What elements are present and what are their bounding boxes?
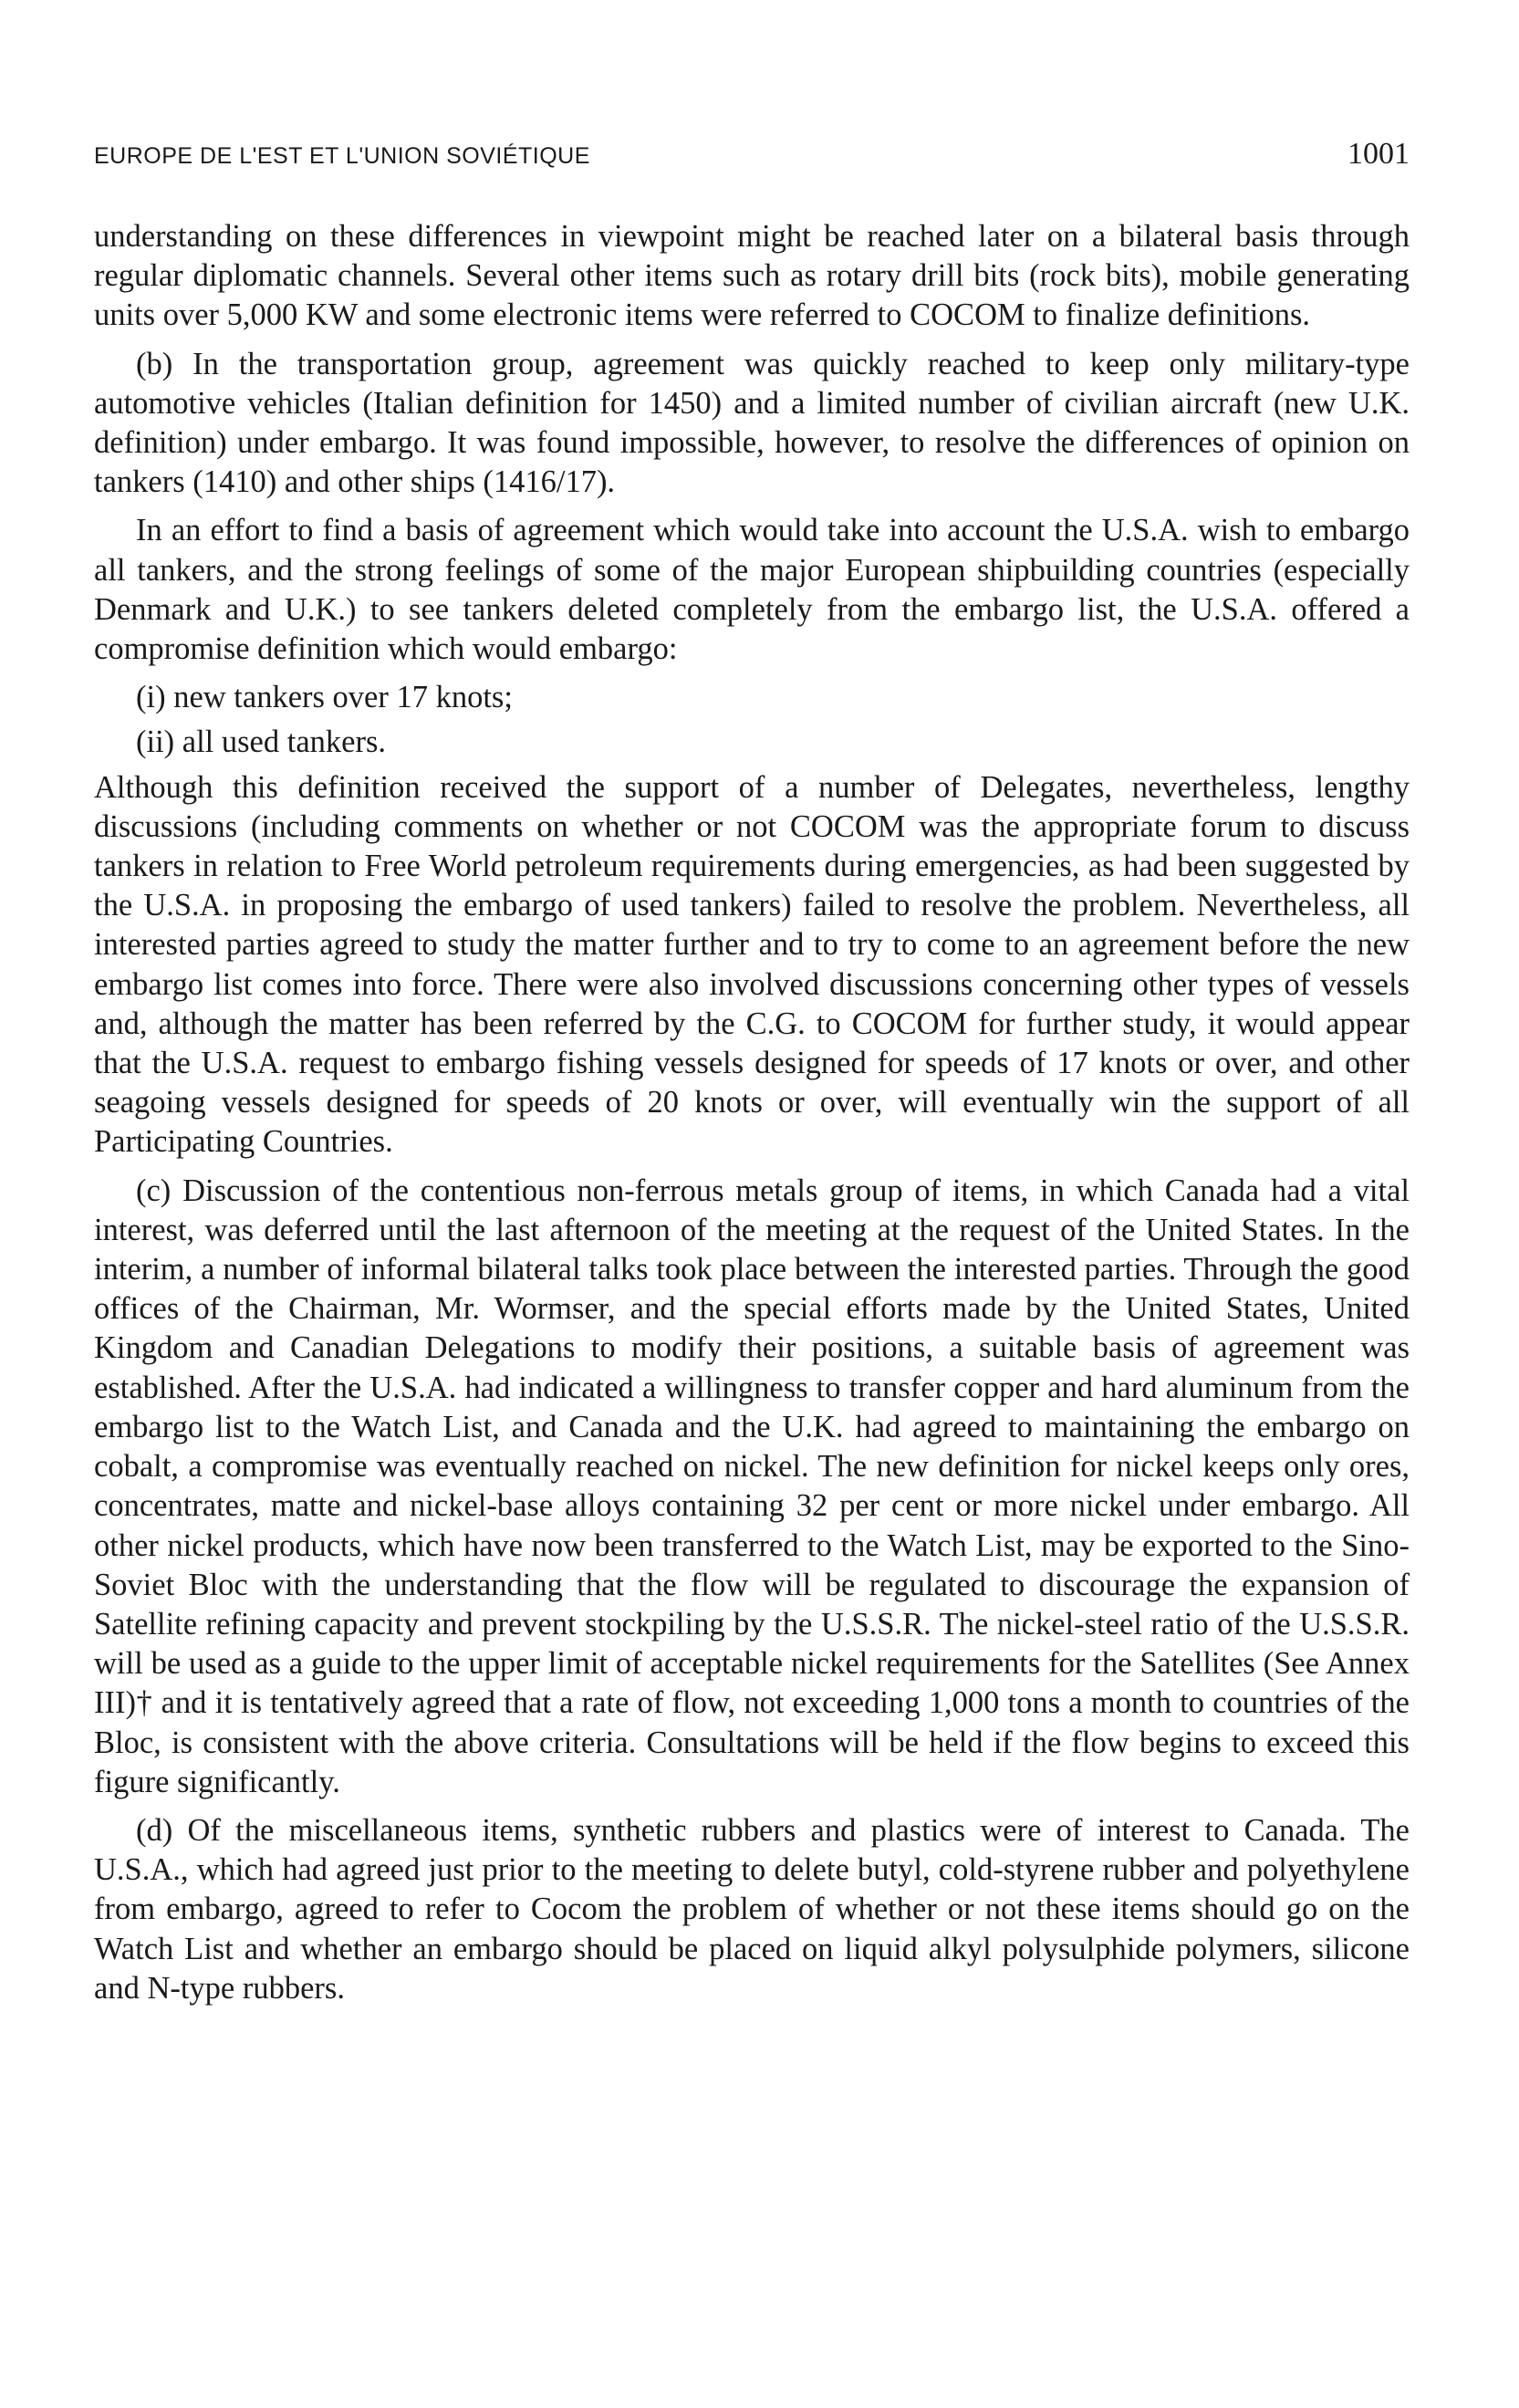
paragraph-continuation: understanding on these differences in viewpoint might be reached later on a bilateral basis through regular diplomatic channels. Several other items such as rotary drill bits (rock bits), mobile generating units over 5,000 KW and some electronic items were referred to COCOM to finalize definitions. [94, 219, 1410, 333]
paragraph-tankers-compromise: In an effort to find a basis of agreement which would take into account the U.S.A. wish to embargo all tankers, and the strong feelings of some of the major European shipbuilding countries (especially Denmark and U.K.) to see tankers deleted completely from the embargo list, the U.S.A. offered a compromise definition which would embargo: [94, 513, 1410, 667]
body-text [94, 217, 1410, 2008]
running-header [94, 137, 1410, 172]
paragraph-non-ferrous-metals: (c) Discussion of the contentious non-ferrous metals group of items, in which Canada had a vital interest, was deferred until the last afternoon of the meeting at the request of the United States. In the interim, a number of informal bilateral talks took place between the interested parties. Through the good offices of the Chairman, Mr. Wormser, and the special efforts made by the United States, United Kingdom and Canadian Delegations to modify their positions, a suitable basis of agreement was established. After the U.S.A. had indicated a willingness to transfer copper and hard aluminum from the embargo list to the Watch List, and Canada and the U.K. had agreed to maintaining the embargo on cobalt, a compromise was eventually reached on nickel. The new definition for nickel keeps only ores, concentrates, matte and nickel-base alloys containing 32 per cent or more nickel under embargo. All other nickel products, which have now been transferred to the Watch List, may be exported to the Sino-Soviet Bloc with the understanding that the flow will be regulated to discourage the expansion of Satellite refining capacity and prevent stockpiling by the U.S.S.R. The nickel-steel ratio of the U.S.S.R. will be used as a guide to the upper limit of acceptable nickel requirements for the Satellites (See Annex III)† and it is tentatively agreed that a rate of flow, not exceeding 1,000 tons a month to countries of the Bloc, is consistent with the above criteria. Consultations will be held if the flow begins to exceed this figure significantly. [94, 1173, 1410, 1799]
paragraph-miscellaneous-items: (d) Of the miscellaneous items, synthetic rubbers and plastics were of interest to Canada. The U.S.A., which had agreed just prior to the meeting to delete butyl, cold-styrene rubber and polyethylene from embargo, agreed to refer to Cocom the problem of whether or not these items should go on the Watch List and whether an embargo should be placed on liquid alkyl polysulphide polymers, silicone and N-type rubbers. [94, 1812, 1410, 2006]
list-item-new-tankers: (i) new tankers over 17 knots; [136, 680, 513, 715]
running-title: EUROPE DE L'EST ET L'UNION SOVIÉTIQUE [94, 143, 590, 169]
list-item-used-tankers: (ii) all used tankers. [136, 724, 386, 760]
page-number: 1001 [1347, 137, 1410, 171]
paragraph-definition-support: Although this definition received the support of a number of Delegates, nevertheless, lengthy discussions (including comments on whether or not COCOM was the appropriate forum to discuss tankers in relation to Free World petroleum requirements during emergencies, as had been suggested by the U.S.A. in proposing the embargo of used tankers) failed to resolve the problem. Nevertheless, all interested parties agreed to study the matter further and to try to come to an agreement before the new embargo list comes into force. There were also involved discussions concerning other types of vessels and, although the matter has been referred by the C.G. to COCOM for further study, it would appear that the U.S.A. request to embargo fishing vessels designed for speeds of 17 knots or over, and other seagoing vessels designed for speeds of 20 knots or over, will eventually win the support of all Participating Countries. [94, 769, 1410, 1160]
document-page [94, 137, 1410, 2017]
paragraph-transportation: (b) In the transportation group, agreement was quickly reached to keep only military-type automotive vehicles (Italian definition for 1450) and a limited number of civilian aircraft (new U.K. definition) under embargo. It was found impossible, however, to resolve the differences of opinion on tankers (1410) and other ships (1416/17). [94, 346, 1410, 500]
